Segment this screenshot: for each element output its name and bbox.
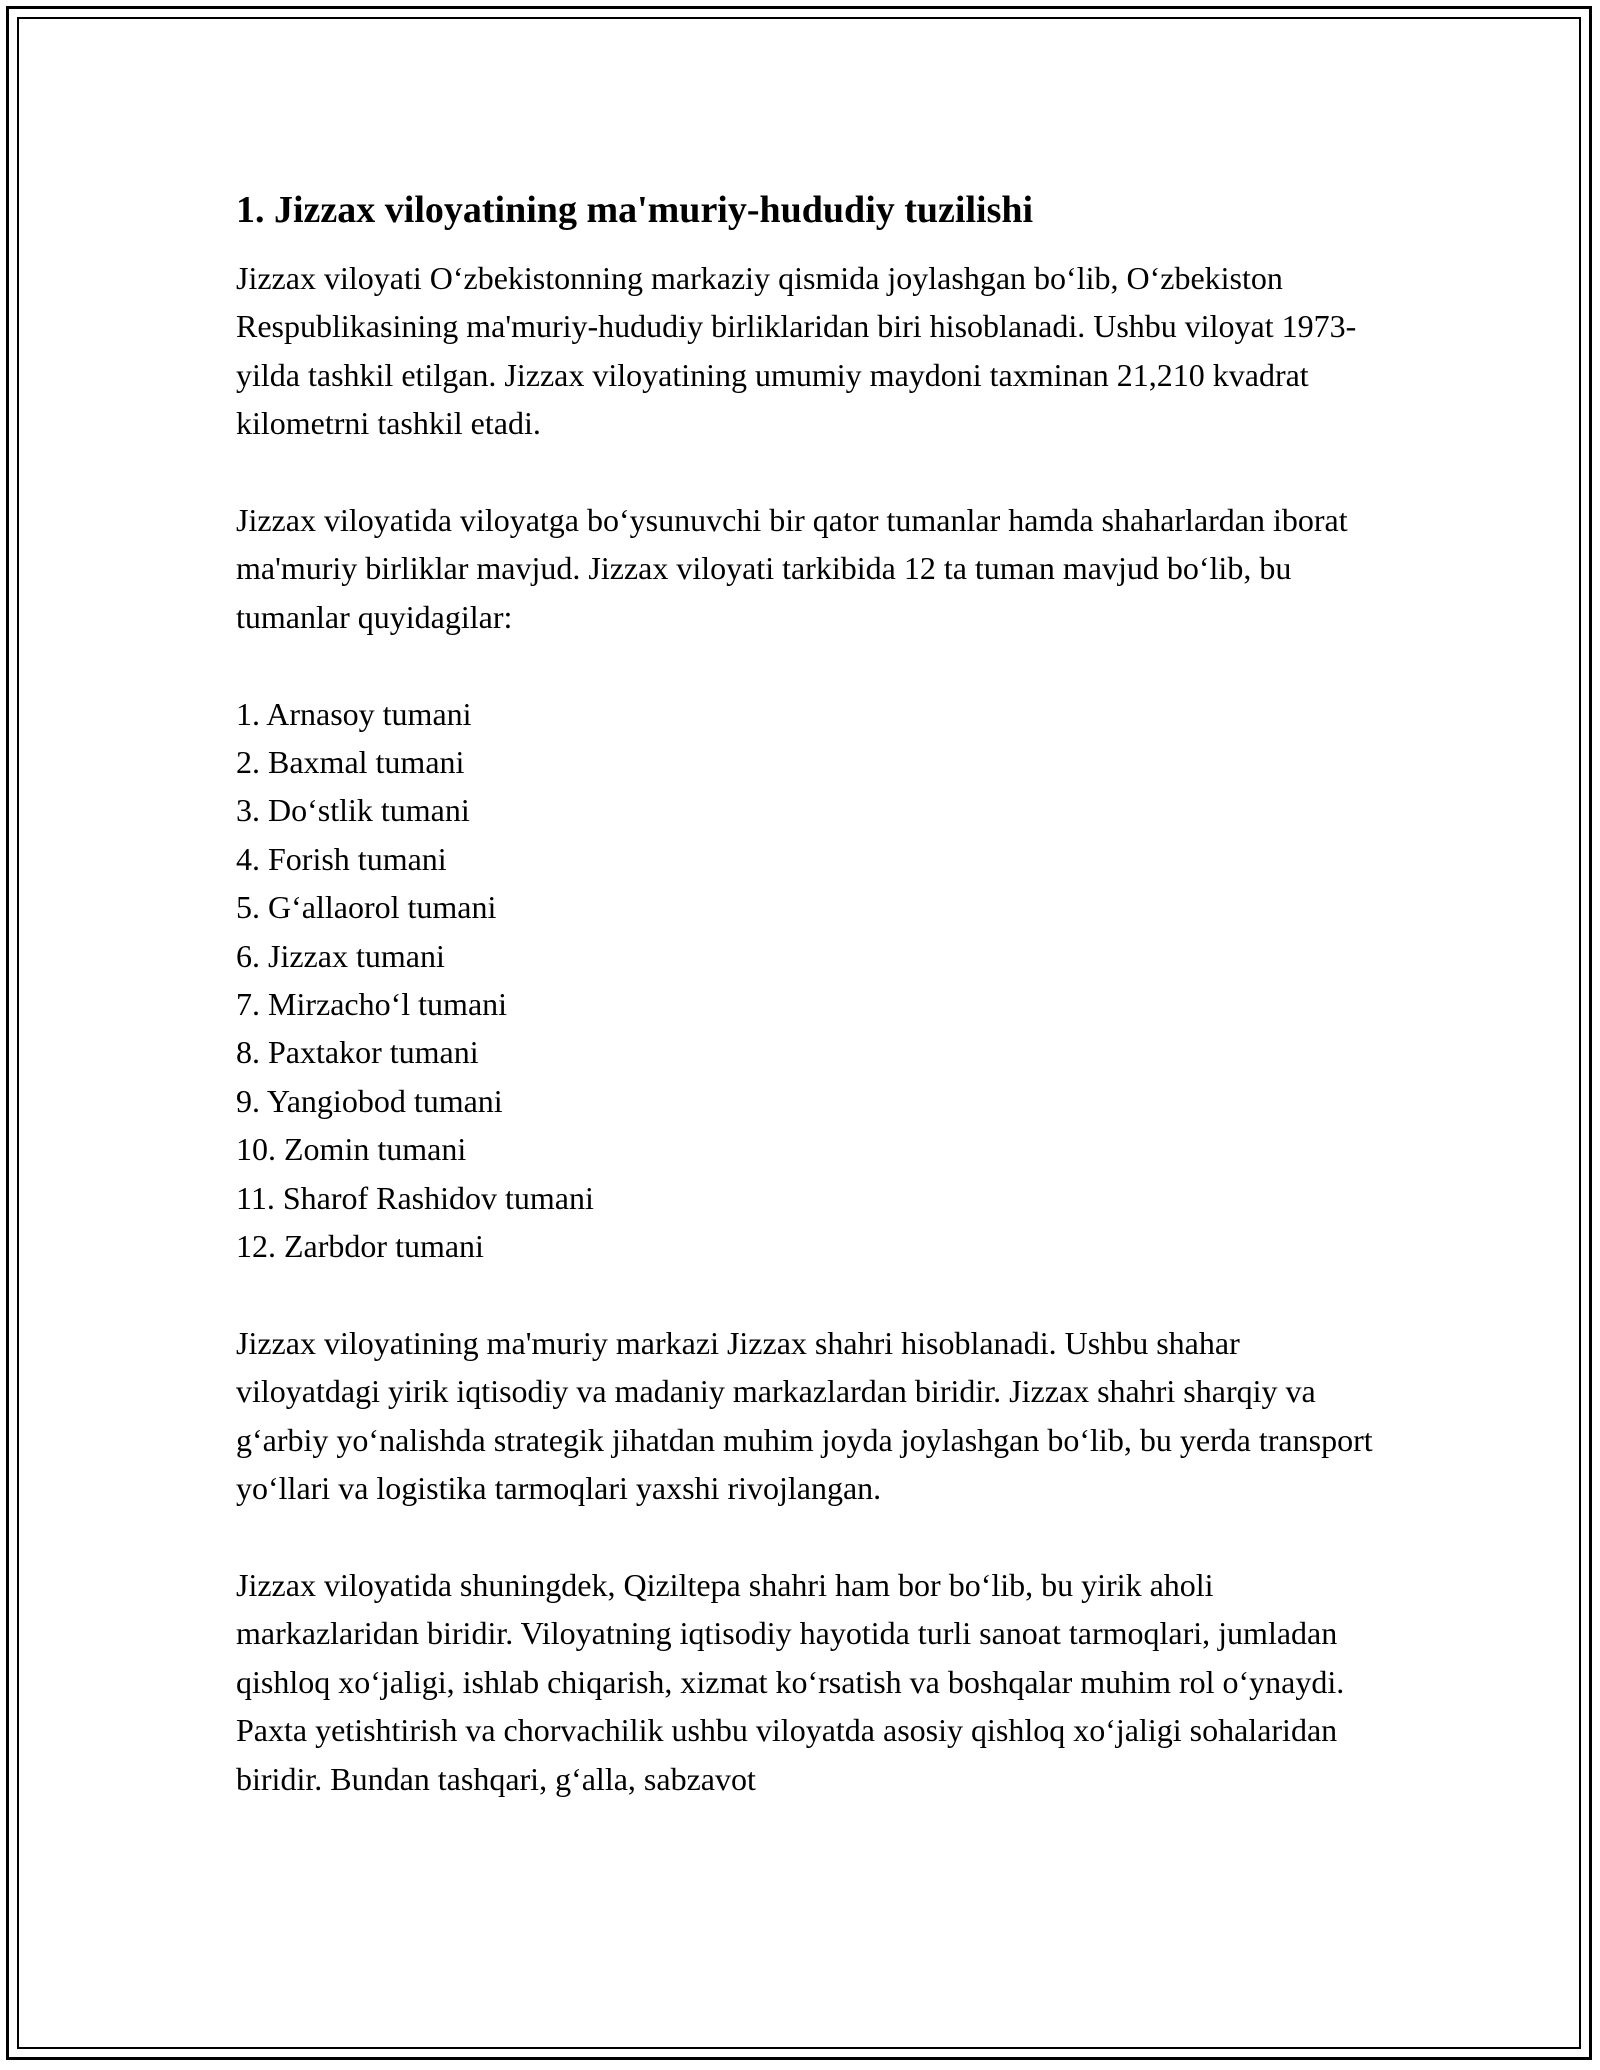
list-item: 5. G‘allaorol tumani: [236, 889, 497, 926]
list-item: 8. Paxtakor tumani: [236, 1034, 479, 1071]
paragraph-intro: Jizzax viloyati O‘zbekistonning markaziy qismida joylashgan bo‘lib, O‘zbekiston Respublikasining ma'muriy-hududiy birliklaridan biri hisoblanadi. Ushbu viloyat 1973-yilda tashkil etilgan. Jizzax viloyatining umumiy maydoni taxminan 21,210 kvadrat kilometrni tashkil etadi.: [236, 260, 1357, 442]
list-item: 11. Sharof Rashidov tumani: [236, 1179, 594, 1216]
paragraph-economy: Jizzax viloyatida shuningdek, Qiziltepa shahri ham bor bo‘lib, bu yirik aholi markazlaridan biridir. Viloyatning iqtisodiy hayotida turli sanoat tarmoqlari, jumladan qishloq xo‘jaligi, ishlab chiqarish, xizmat ko‘rsatish va boshqalar muhim rol o‘ynaydi. Paxta yetishtirish va chorvachilik ushbu viloyatda asosiy qishloq xo‘jaligi sohalaridan biridir. Bundan tashqari, g‘alla, sabzavot: [236, 1566, 1345, 1797]
list-item: 1. Arnasoy tumani: [236, 695, 472, 732]
section-heading: 1. Jizzax viloyatining ma'muriy-hududiy tuzilishi: [236, 189, 1034, 231]
list-item: 6. Jizzax tumani: [236, 937, 445, 974]
list-item: 9. Yangiobod tumani: [236, 1082, 503, 1119]
list-item: 12. Zarbdor tumani: [236, 1228, 484, 1265]
list-item: 2. Baxmal tumani: [236, 744, 465, 781]
list-item: 10. Zomin tumani: [236, 1131, 467, 1168]
list-item: 7. Mirzacho‘l tumani: [236, 986, 508, 1023]
document-body: [236, 186, 1376, 1851]
district-list: [236, 690, 1376, 1271]
list-item: 4. Forish tumani: [236, 840, 447, 877]
paragraph-districts-intro: Jizzax viloyatida viloyatga bo‘ysunuvchi bir qator tumanlar hamda shaharlardan iborat ma'muriy birliklar mavjud. Jizzax viloyati tarkibida 12 ta tuman mavjud bo‘lib, bu tumanlar quyidagilar:: [236, 502, 1348, 635]
list-item: 3. Do‘stlik tumani: [236, 792, 470, 829]
paragraph-admin-center: Jizzax viloyatining ma'muriy markazi Jizzax shahri hisoblanadi. Ushbu shahar viloyatdagi yirik iqtisodiy va madaniy markazlardan biridir. Jizzax shahri sharqiy va g‘arbiy yo‘nalishda strategik jihatdan muhim joyda joylashgan bo‘lib, bu yerda transport yo‘llari va logistika tarmoqlari yaxshi rivojlangan.: [236, 1324, 1373, 1507]
